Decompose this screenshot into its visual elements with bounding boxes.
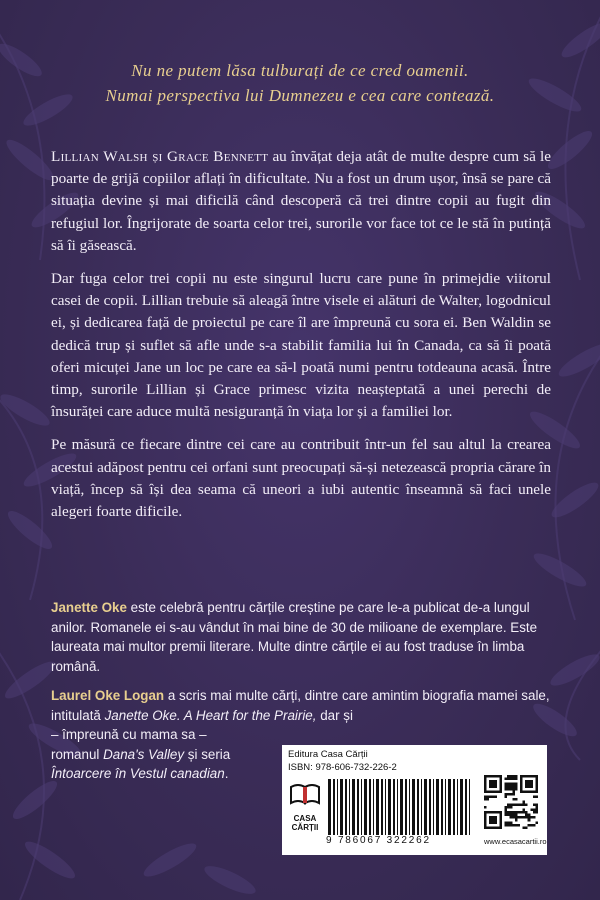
qr-module <box>528 775 531 778</box>
author-bio-2-line-4-end: și seria <box>184 746 231 762</box>
qr-module <box>494 785 497 788</box>
barcode-bars <box>326 779 474 835</box>
qr-module <box>484 824 487 827</box>
qr-module <box>528 814 531 817</box>
qr-module <box>487 826 490 829</box>
qr-module <box>489 783 492 786</box>
qr-module <box>494 826 497 829</box>
qr-module <box>523 803 526 806</box>
qr-module <box>510 775 513 778</box>
qr-module <box>499 811 502 814</box>
qr-module <box>515 778 518 781</box>
barcode-bar <box>433 779 434 835</box>
qr-module <box>533 775 536 778</box>
barcode-bar <box>333 779 335 835</box>
qr-module <box>515 819 518 822</box>
barcode-bar <box>400 779 403 835</box>
barcode-bar <box>448 779 451 835</box>
author-bio-2-title-2: Dana's Valley <box>103 746 185 762</box>
quote-line-2: Numai perspectiva lui Dumnezeu e cea care contează. <box>105 86 495 105</box>
qr-module <box>489 821 492 824</box>
qr-module <box>484 778 487 781</box>
qr-module <box>512 783 515 786</box>
qr-module <box>517 803 520 806</box>
qr-module <box>512 803 515 806</box>
barcode-bar <box>357 779 359 835</box>
qr-module <box>489 819 492 822</box>
qr-module <box>499 778 502 781</box>
author-bio-2-text-a: a scris mai multe cărți, dintre care amintim biografia mamei sale, intitulată <box>51 688 550 723</box>
qr-module <box>533 811 536 814</box>
qr-module <box>510 821 513 824</box>
qr-module <box>525 814 528 817</box>
qr-module <box>523 775 526 778</box>
qr-module <box>497 826 500 829</box>
barcode-bar <box>436 779 439 835</box>
qr-module <box>499 816 502 819</box>
barcode-bar <box>381 779 383 835</box>
qr-module <box>525 826 528 829</box>
qr-module <box>533 790 536 793</box>
qr-module <box>505 824 508 827</box>
qr-module <box>487 775 490 778</box>
qr-module <box>505 788 508 791</box>
barcode-bar <box>453 779 455 835</box>
qr-module <box>520 816 523 819</box>
qr-module <box>507 814 510 817</box>
qr-module <box>510 778 513 781</box>
qr-module <box>494 796 497 799</box>
author-name-1: Janette Oke <box>51 600 127 615</box>
barcode-bar <box>337 779 338 835</box>
qr-module <box>499 824 502 827</box>
qr-module <box>492 785 495 788</box>
qr-module <box>494 790 497 793</box>
quote-line-1: Nu ne putem lăsa tulburați de ce cred oamenii. <box>131 61 469 80</box>
qr-module <box>535 808 538 811</box>
qr-module <box>525 803 528 806</box>
author-bio-2-title-1: Janette Oke. A Heart for the Prairie, <box>104 707 317 723</box>
barcode-label <box>282 745 547 855</box>
qr-module <box>507 824 510 827</box>
qr-module <box>510 788 513 791</box>
qr-module <box>512 788 515 791</box>
qr-module <box>505 793 508 796</box>
qr-module <box>535 778 538 781</box>
qr-module <box>499 814 502 817</box>
barcode-number: 9 786067 322262 <box>326 835 431 846</box>
qr-module <box>515 803 518 806</box>
isbn-text: ISBN: 978-606-732-226-2 <box>288 762 397 773</box>
description-paragraph-2: Dar fuga celor trei copii nu este singurul lucru care pune în primejdie viitorul casei de copii. Lillian trebuie să aleagă între visele ei alături de Walter, logodnicul ei, și dedicarea față de proiectul pe care îl are împreună cu sora ei. Ben Waldin se dedică trup și suflet să afle unde s-a stabilit familia lui în Canada, ca să îi poată oferi micuței Jane un loc pe care ea să-l poată numi pentru totdeauna acasă. Între timp, surorile Lillian și Grace primesc vizita neașteptată a unei perechi de însurăței care aduce multă nesiguranță în viața lor și a familiei lor. <box>51 270 551 421</box>
qr-module <box>507 778 510 781</box>
qr-module <box>505 821 508 824</box>
author-bio-2-line-4-text: romanul <box>51 746 104 762</box>
book-logo-icon <box>288 783 322 805</box>
barcode-bar <box>457 779 458 835</box>
qr-module <box>507 803 510 806</box>
qr-module <box>492 811 495 814</box>
qr-module <box>489 780 492 783</box>
qr-module <box>512 790 515 793</box>
qr-module <box>489 796 492 799</box>
qr-module <box>499 821 502 824</box>
barcode-bar <box>373 779 374 835</box>
qr-module <box>492 819 495 822</box>
qr-module <box>530 790 533 793</box>
author-bio-1-text: este celebră pentru cărțile creștine pe care le-a publicat de-a lungul anilor. Romanele ei s-au vândut în mai bine de 30 de milioane de exemplare. Este laureata mai multor premii literare. Multe dintre cărțile ei au fost traduse în limba română. <box>51 600 538 674</box>
qr-module <box>512 798 515 801</box>
qr-module <box>528 816 531 819</box>
qr-module <box>512 778 515 781</box>
publisher-website: www.ecasacartii.ro <box>484 837 547 846</box>
barcode-bar <box>469 779 470 835</box>
qr-module <box>484 816 487 819</box>
qr-module <box>515 785 518 788</box>
qr-module <box>520 778 523 781</box>
barcode-bar <box>405 779 407 835</box>
qr-module <box>499 819 502 822</box>
logo-line-2: CĂRȚII <box>291 823 319 832</box>
qr-module <box>510 824 513 827</box>
qr-module <box>505 783 508 786</box>
qr-module <box>484 814 487 817</box>
qr-module <box>525 775 528 778</box>
qr-module <box>530 808 533 811</box>
qr-module <box>528 824 531 827</box>
qr-module <box>507 783 510 786</box>
qr-module <box>525 816 528 819</box>
qr-module <box>507 785 510 788</box>
barcode-bar <box>409 779 410 835</box>
qr-module <box>525 785 528 788</box>
qr-module <box>494 780 497 783</box>
qr-module <box>499 826 502 829</box>
qr-module <box>535 796 538 799</box>
qr-module <box>507 788 510 791</box>
qr-module <box>523 808 526 811</box>
barcode-bar <box>388 779 391 835</box>
qr-module <box>515 798 518 801</box>
qr-module <box>507 793 510 796</box>
qr-module <box>525 780 528 783</box>
qr-module <box>523 801 526 804</box>
author-name-2: Laurel Oke Logan <box>51 688 165 703</box>
author-bio-1 <box>51 598 551 676</box>
qr-module <box>487 796 490 799</box>
qr-module <box>535 785 538 788</box>
description-paragraph-1-text: au învățat deja atât de multe despre cum să le poarte de grijă copiilor aflați în dificultate. Nu a fost un drum ușor, însă se pare că situația devine și mai dificilă când descoperă că trei dintre copii au fugit din refugiul lor. Îngrijorate de soarta celor trei, surorile vor face tot ce le stă în putință să îi găsească. <box>51 148 551 254</box>
qr-module <box>484 783 487 786</box>
qr-module <box>535 821 538 824</box>
qr-module <box>528 783 531 786</box>
qr-module <box>510 803 513 806</box>
barcode-bar <box>361 779 362 835</box>
qr-module <box>494 775 497 778</box>
qr-module <box>492 821 495 824</box>
qr-module <box>525 783 528 786</box>
qr-module <box>484 819 487 822</box>
qr-module <box>507 775 510 778</box>
qr-module <box>487 811 490 814</box>
qr-module <box>528 819 531 822</box>
publisher-name: Editura Casa Cărții <box>288 749 368 760</box>
barcode-bar <box>369 779 371 835</box>
qr-module <box>512 824 515 827</box>
barcode-bar <box>345 779 347 835</box>
barcode-bar <box>340 779 343 835</box>
qr-module <box>512 775 515 778</box>
qr-module <box>494 816 497 819</box>
barcode-bar <box>465 779 467 835</box>
barcode-bar <box>445 779 446 835</box>
qr-module <box>492 816 495 819</box>
logo-text <box>288 814 322 832</box>
qr-module <box>499 785 502 788</box>
qr-module <box>484 788 487 791</box>
barcode-bar <box>421 779 422 835</box>
qr-module <box>492 790 495 793</box>
author-bio-2-text-b: dar și <box>316 707 353 723</box>
qr-module <box>492 826 495 829</box>
qr-module <box>515 811 518 814</box>
qr-module <box>533 796 536 799</box>
qr-module <box>520 811 523 814</box>
qr-module <box>530 785 533 788</box>
qr-module <box>515 824 518 827</box>
publisher-logo <box>288 783 322 833</box>
qr-module <box>510 811 513 814</box>
qr-module <box>492 796 495 799</box>
logo-line-1: CASA <box>293 814 317 823</box>
book-description <box>51 146 551 534</box>
qr-module <box>515 788 518 791</box>
barcode-bar <box>364 779 367 835</box>
barcode-bar <box>417 779 419 835</box>
character-names: Lillian Walsh și Grace Bennett <box>51 148 269 165</box>
qr-module <box>535 780 538 783</box>
qr-module <box>512 811 515 814</box>
qr-module <box>535 790 538 793</box>
qr-module <box>517 816 520 819</box>
barcode-bar <box>424 779 427 835</box>
qr-module <box>487 798 490 801</box>
qr-module <box>535 806 538 809</box>
qr-module <box>489 775 492 778</box>
qr-module <box>484 780 487 783</box>
qr-module <box>507 821 510 824</box>
qr-module <box>528 780 531 783</box>
qr-module <box>489 785 492 788</box>
qr-module <box>489 790 492 793</box>
qr-module <box>535 783 538 786</box>
qr-module <box>510 785 513 788</box>
qr-module <box>512 793 515 796</box>
qr-module <box>492 775 495 778</box>
qr-module <box>530 816 533 819</box>
epigraph-quote <box>40 58 560 108</box>
barcode-bar <box>328 779 331 835</box>
qr-module <box>535 811 538 814</box>
qr-module <box>505 796 508 799</box>
qr-module <box>515 816 518 819</box>
qr-module <box>484 821 487 824</box>
qr-module <box>520 785 523 788</box>
qr-module <box>528 785 531 788</box>
qr-module <box>525 790 528 793</box>
qr-module <box>520 780 523 783</box>
qr-module <box>484 790 487 793</box>
qr-module <box>530 824 533 827</box>
qr-module <box>512 816 515 819</box>
barcode-bar <box>441 779 443 835</box>
qr-module <box>520 788 523 791</box>
qr-module <box>499 790 502 793</box>
qr-module <box>520 783 523 786</box>
qr-module <box>533 816 536 819</box>
qr-module <box>505 808 508 811</box>
qr-module <box>497 775 500 778</box>
qr-module <box>499 780 502 783</box>
qr-module <box>533 803 536 806</box>
barcode-bar <box>385 779 386 835</box>
qr-module <box>499 783 502 786</box>
description-paragraph-3: Pe măsură ce fiecare dintre cei care au contribuit într-un fel sau altul la crearea acestui adăpost pentru cei orfani sunt preocupați să-și netezească propria cărare în viață, încep să își dea seama că uneori a iubi autentic înseamnă să faci unele alegeri foarte dificile. <box>51 436 551 521</box>
qr-module <box>484 785 487 788</box>
qr-module <box>505 785 508 788</box>
qr-module <box>530 783 533 786</box>
barcode-bar <box>376 779 379 835</box>
qr-module <box>484 796 487 799</box>
qr-module <box>517 811 520 814</box>
qr-module <box>530 780 533 783</box>
qr-module <box>505 814 508 817</box>
qr-module <box>492 780 495 783</box>
barcode-bar <box>393 779 395 835</box>
qr-module <box>484 775 487 778</box>
qr-module <box>484 798 487 801</box>
barcode-bar <box>352 779 355 835</box>
qr-module <box>505 778 508 781</box>
qr-module <box>515 783 518 786</box>
qr-module <box>510 816 513 819</box>
qr-module <box>489 826 492 829</box>
qr-module <box>535 803 538 806</box>
qr-module <box>515 775 518 778</box>
qr-module <box>520 775 523 778</box>
qr-module <box>489 811 492 814</box>
qr-module <box>494 821 497 824</box>
qr-module <box>484 811 487 814</box>
qr-module <box>533 808 536 811</box>
qr-module <box>499 788 502 791</box>
qr-module <box>512 785 515 788</box>
qr-module <box>517 824 520 827</box>
qr-module <box>510 806 513 809</box>
qr-module <box>512 814 515 817</box>
qr-module <box>530 775 533 778</box>
qr-module <box>523 826 526 829</box>
qr-module <box>494 811 497 814</box>
qr-module <box>510 783 513 786</box>
qr-module <box>505 806 508 809</box>
barcode-bar <box>412 779 415 835</box>
qr-module <box>515 814 518 817</box>
qr-module <box>484 806 487 809</box>
qr-module <box>492 783 495 786</box>
qr-module <box>523 790 526 793</box>
qr-module <box>525 811 528 814</box>
qr-module <box>489 816 492 819</box>
barcode-bar <box>397 779 398 835</box>
qr-module <box>484 826 487 829</box>
author-bio-2-period: . <box>224 766 229 781</box>
qr-module <box>535 775 538 778</box>
qr-module <box>497 811 500 814</box>
qr-module <box>487 790 490 793</box>
description-paragraph-1 <box>51 146 551 257</box>
qr-module <box>499 775 502 778</box>
barcode-bar <box>349 779 350 835</box>
qr-module <box>510 814 513 817</box>
qr-module <box>505 811 508 814</box>
qr-code-icon <box>484 775 538 829</box>
qr-module <box>507 811 510 814</box>
barcode-bar <box>429 779 431 835</box>
barcode-bar <box>460 779 463 835</box>
qr-module <box>510 793 513 796</box>
qr-module <box>523 816 526 819</box>
qr-module <box>497 790 500 793</box>
qr-module <box>494 783 497 786</box>
qr-module <box>528 790 531 793</box>
qr-module <box>507 806 510 809</box>
author-bio-2-title-3: Întoarcere în Vestul canadian <box>51 766 225 781</box>
qr-module <box>523 811 526 814</box>
qr-module <box>494 819 497 822</box>
qr-module <box>535 788 538 791</box>
qr-module <box>533 824 536 827</box>
author-bio-2-line-3: – împreună cu mama sa – <box>51 727 207 742</box>
qr-module <box>520 803 523 806</box>
qr-module <box>520 790 523 793</box>
